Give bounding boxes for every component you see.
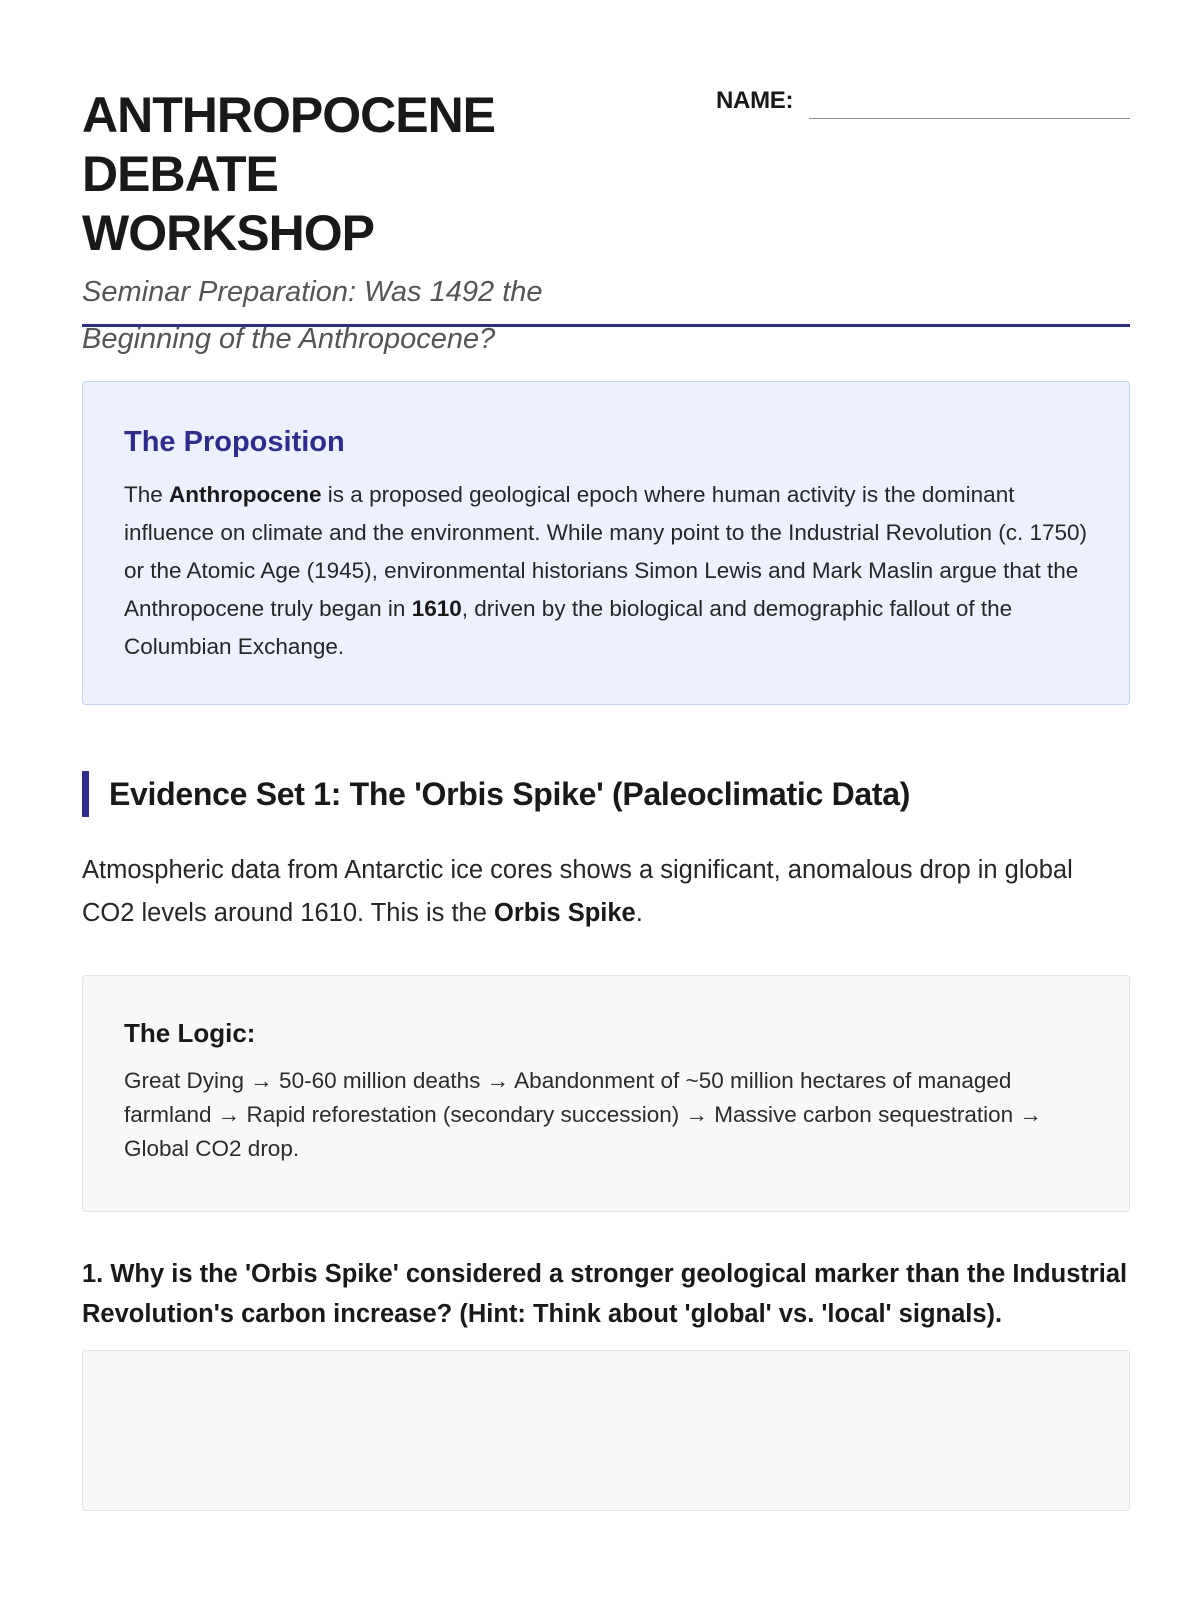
proposition-text-part-2: is a proposed geological epoch where human activity is the dominant influence on climate and the environment. While many point to the Industrial Revolution (c. 1750) or the Atomic Age (1945), environmental historians Simon Lewis and Mark Maslin argue that the Anthropocene truly began in	[124, 482, 1088, 621]
worksheet-subtitle: Seminar Preparation: Was 1492 the Beginning of the Anthropocene?	[82, 276, 543, 355]
title-line-2: WORKSHOP	[82, 205, 374, 261]
year-1610: 1610	[411, 596, 462, 621]
proposition-heading: The Proposition	[124, 426, 345, 458]
name-label: NAME:	[716, 87, 794, 114]
proposition-box	[82, 381, 1130, 705]
anthropocene-term: Anthropocene	[169, 482, 322, 507]
proposition-text-part-1: The	[124, 482, 170, 507]
question-1: 1. Why is the 'Orbis Spike' considered a stronger geological marker than the Industrial Revolution's carbon increase? (Hint: Think about 'global' vs. 'local' signals).	[82, 1260, 1128, 1328]
orbis-spike-term: Orbis Spike	[494, 899, 636, 927]
answer-box-1[interactable]	[82, 1350, 1130, 1511]
intro-end: .	[635, 899, 643, 927]
intro-text: Atmospheric data from Antarctic ice cores shows a significant, anomalous drop in global CO2 levels around 1610. This is the	[82, 856, 1073, 927]
name-field	[716, 86, 1130, 119]
proposition-text	[124, 476, 1089, 666]
title-block	[82, 86, 702, 363]
worksheet-page	[82, 0, 1130, 1511]
logic-box	[82, 975, 1130, 1212]
logic-heading: The Logic:	[124, 1018, 256, 1048]
logic-chain: Great Dying → 50-60 million deaths → Abandonment of ~50 million hectares of managed farmland → Rapid reforestation (secondary succession) → Massive carbon sequestration → Global CO2 drop.	[124, 1068, 1042, 1161]
evidence-set-1-intro	[82, 849, 1130, 935]
worksheet-header	[82, 0, 1130, 355]
name-input-line[interactable]	[809, 118, 1130, 119]
worksheet-title	[82, 86, 702, 263]
title-line-1: ANTHROPOCENE DEBATE	[82, 87, 496, 202]
evidence-set-1-heading: Evidence Set 1: The 'Orbis Spike' (Paleoclimatic Data)	[82, 771, 1130, 817]
proposition-text-part-3: , driven by the biological and demographic fallout of the Columbian Exchange.	[124, 596, 1013, 659]
